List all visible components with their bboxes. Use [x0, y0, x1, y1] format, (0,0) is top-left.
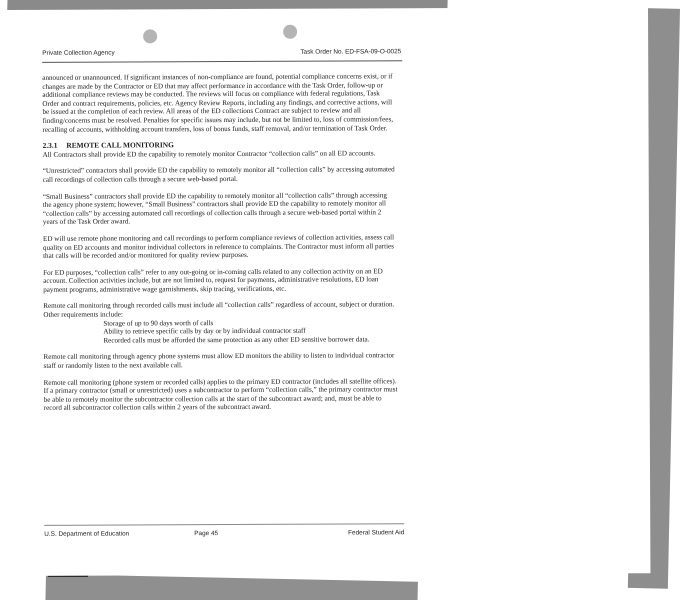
punch-hole-right	[283, 25, 297, 39]
page-number: Page 45	[194, 530, 219, 538]
punch-hole-left	[143, 29, 157, 43]
paragraph-recorded-calls: Remote call monitoring through recorded calls must include all “collection calls” regardless of account, subject or duration. Other requirements include:	[43, 300, 395, 319]
header-rule	[42, 60, 402, 63]
document-page	[6, 7, 650, 576]
requirement-item: Ability to retrieve specific calls by day or by individual contractor staff	[103, 326, 306, 336]
document-body	[42, 72, 398, 421]
requirement-item: Storage of up to 90 days worth of calls	[103, 318, 214, 328]
header-right-text: Task Order No. ED-FSA-09-O-0025	[300, 48, 402, 56]
requirements-list	[43, 318, 397, 345]
paragraph-unrestricted: “Unrestricted” contractors shall provide ED the capability to remotely monitor all “collection calls” by accessing automated call recordings of collection calls through a secure web-based portal.	[42, 165, 395, 184]
intro-paragraph: announced or unannounced. If significant instances of non-compliance are found, potential compliance concerns exist, or if changes are made by the Contractor or ED that may affect performance in accordance with the Task Order, follow-up or additional compliance reviews may be conducted. The reviews will focus on compliance with federal regulations, Task Order and contract requirements, policies, etc. Agency Review Reports, including any findings, and corrective actions, will be issued at the completion of each review. All areas of the ED collections Contract are subject to review and all finding/concerns must be resolved. Penalties for specific issues may include, but not be limited to, loss of commission/fees, recalling of accounts, withholding account transfers, loss of bonus funds, staff removal, and/or termination of Task Order.	[42, 72, 393, 134]
paragraph-all-contractors: All Contractors shall provide ED the capability to remotely monitor Contractor “collection calls” on all ED accounts.	[42, 149, 376, 159]
requirement-item: Recorded calls must be afforded the same protection as any other ED sensitive borrower data.	[103, 335, 370, 345]
section-title: REMOTE CALL MONITORING	[66, 140, 174, 150]
scan-shadow-bottom	[45, 574, 418, 600]
paragraph-collection-calls-definition: For ED purposes, “collection calls” refer to any out-going or in-coming calls related to any collection activity on an ED account. Collection activities include, but are not limited to, request for payments, administrative resolutions, ED loan payment programs, administrative wage garnishments, skip tracing, verifications, etc.	[43, 267, 383, 294]
footer-rule	[44, 523, 404, 526]
paragraph-small-business: “Small Business” contractors shall provide ED the capability to remotely monitor all “collection calls” through accessing the agency phone system; however, “Small Business” contractors shall provide ED the capability to remotely monitor all “collection calls” by accessing automated call recordings of collection calls through a secure web-based portal within 2 years of the Task Order award.	[42, 190, 387, 227]
section-number: 2.3.1	[42, 140, 58, 150]
paragraph-agency-phone-systems: Remote call monitoring through agency phone systems must allow ED monitors the ability to listen to individual contractor staff or randomly listen to the next available call.	[43, 351, 395, 370]
paragraph-subcontractors: Remote call monitoring (phone system or recorded calls) applies to the primary ED contractor (includes all satellite offices). If a primary contractor (small or unrestricted) uses a subcontractor to perform “collection calls,” the primary contractor must be able to remotely monitor the subcontractor collection calls at the start of the subcontract award; and, must be able to record all subcontractor collection calls within 2 years of the subcontract award.	[43, 376, 398, 413]
footer-left-text: U.S. Department of Education	[44, 530, 130, 538]
paragraph-compliance-reviews: ED will use remote phone monitoring and call recordings to perform compliance reviews of collection activities, assess call quality on ED accounts and monitor individual collectors in reference to complaints. The Contractor must inform all parties that calls will be recorded and/or monitored for quality review purposes.	[42, 233, 395, 260]
header-left-text: Private Collection Agency	[42, 49, 115, 57]
footer-right-text: Federal Student Aid	[348, 529, 405, 537]
